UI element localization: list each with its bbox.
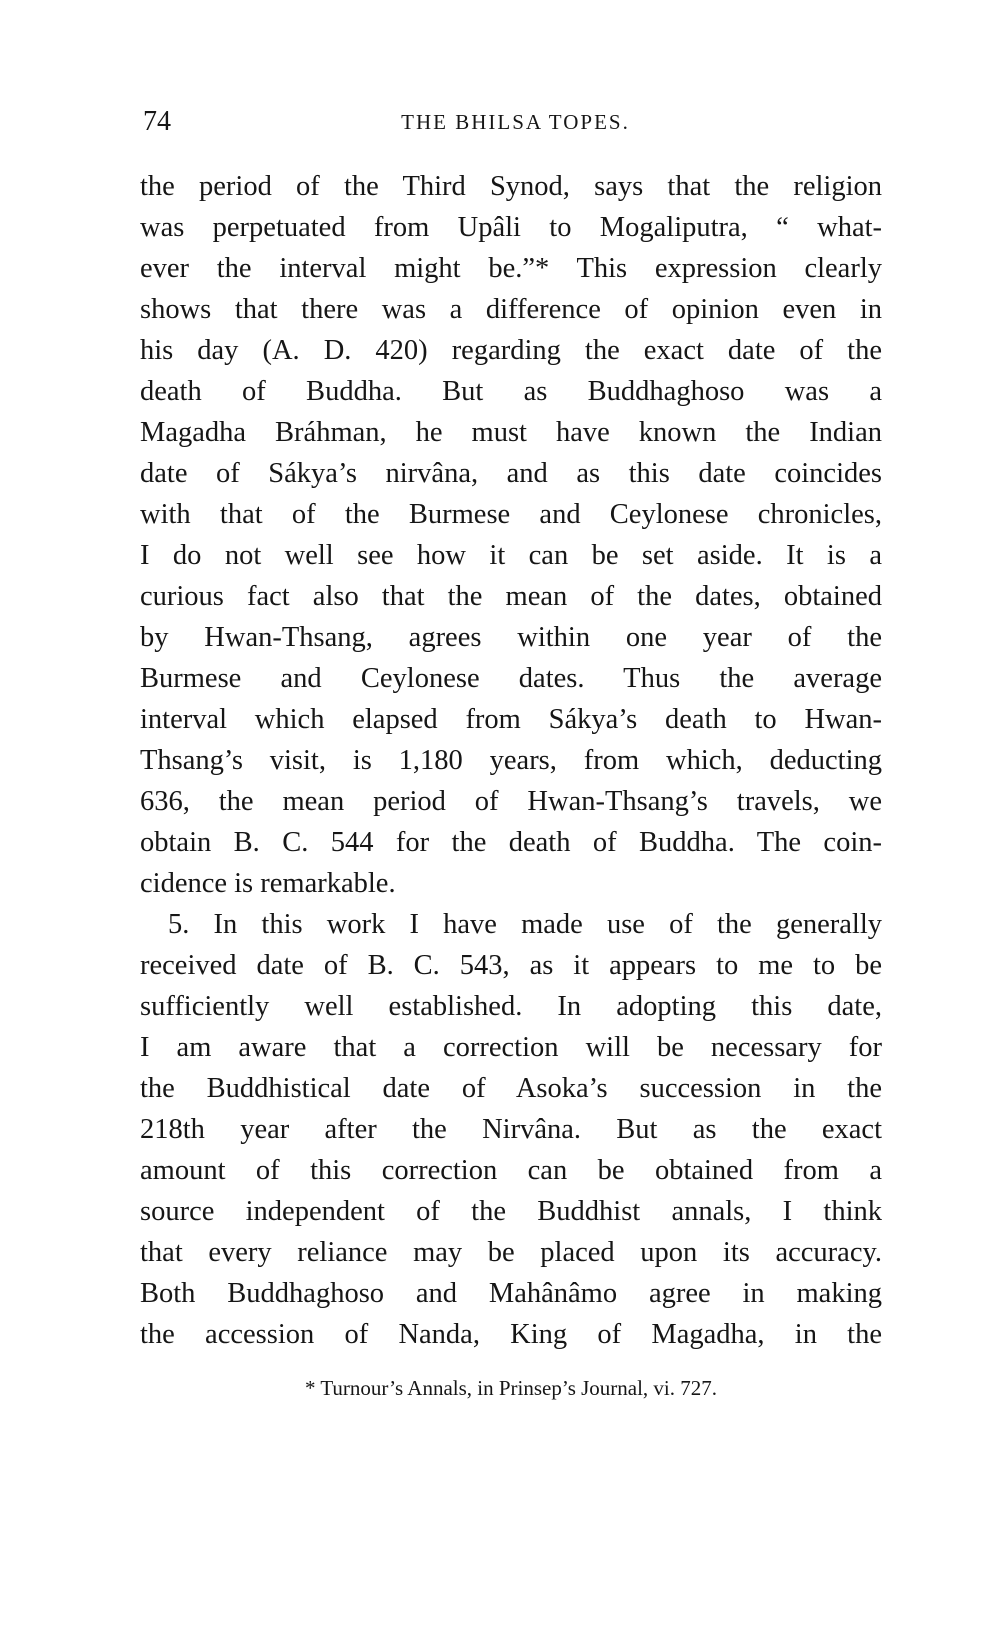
text-line: the Buddhistical date of Asoka’s succession in the — [140, 1073, 882, 1104]
text-line: Burmese and Ceylonese dates. Thus the average — [140, 663, 882, 694]
paragraph-first-line: 5. In this work I have made use of the generally — [168, 909, 882, 940]
text-line: with that of the Burmese and Ceylonese chronicles, — [140, 499, 882, 530]
text-line: shows that there was a difference of opinion even in — [140, 294, 882, 325]
text-line: sufficiently well established. In adopting this date, — [140, 991, 882, 1022]
text-line: Thsang’s visit, is 1,180 years, from which, deducting — [140, 745, 882, 776]
text-line: the accession of Nanda, King of Magadha, in the — [140, 1319, 882, 1350]
text-line: ever the interval might be.”* This expression clearly — [140, 253, 882, 284]
footnote: * Turnour’s Annals, in Prinsep’s Journal, vi. 727. — [304, 1376, 718, 1400]
text-line: I do not well see how it can be set aside. It is a — [140, 540, 882, 571]
text-line: date of Sákya’s nirvâna, and as this date coincides — [140, 458, 882, 489]
text-line: that every reliance may be placed upon its accuracy. — [140, 1237, 882, 1268]
text-line: the period of the Third Synod, says that the religion — [140, 171, 882, 202]
paragraph-last-line: cidence is remarkable. — [140, 868, 396, 899]
text-line: death of Buddha. But as Buddhaghoso was a — [140, 376, 882, 407]
text-line: obtain B. C. 544 for the death of Buddha. The coin- — [140, 827, 882, 858]
text-line: curious fact also that the mean of the dates, obtained — [140, 581, 882, 612]
text-line: his day (A. D. 420) regarding the exact date of the — [140, 335, 882, 366]
text-line: 218th year after the Nirvâna. But as the exact — [140, 1114, 882, 1145]
text-line: received date of B. C. 543, as it appears to me to be — [140, 950, 882, 981]
text-line: Both Buddhaghoso and Mahânâmo agree in making — [140, 1278, 882, 1309]
running-title: THE BHILSA TOPES. — [401, 110, 630, 134]
text-line: source independent of the Buddhist annals, I think — [140, 1196, 882, 1227]
page-header — [143, 104, 888, 140]
text-line: was perpetuated from Upâli to Mogaliputra, “ what- — [140, 212, 882, 243]
text-line: 636, the mean period of Hwan-Thsang’s travels, we — [140, 786, 882, 817]
text-line: by Hwan-Thsang, agrees within one year of the — [140, 622, 882, 653]
text-line: amount of this correction can be obtained from a — [140, 1155, 882, 1186]
body-text — [140, 166, 882, 1355]
text-line: interval which elapsed from Sákya’s death to Hwan- — [140, 704, 882, 735]
text-line: I am aware that a correction will be necessary for — [140, 1032, 882, 1063]
page-number: 74 — [143, 106, 171, 137]
text-line: Magadha Bráhman, he must have known the Indian — [140, 417, 882, 448]
